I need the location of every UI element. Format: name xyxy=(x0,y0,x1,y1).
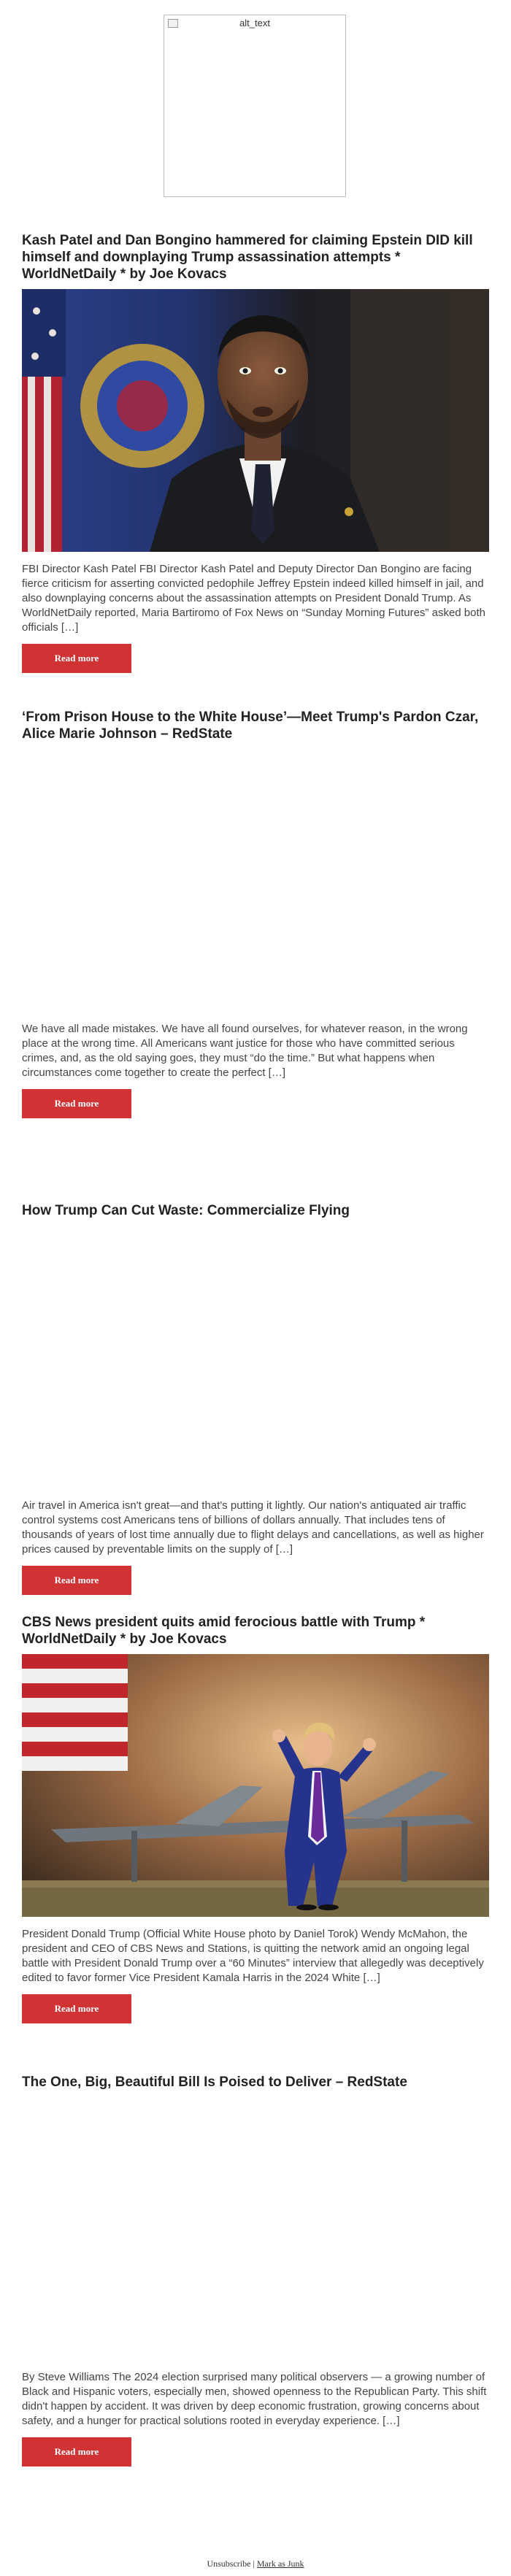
article-card xyxy=(22,232,489,673)
article-excerpt: Air travel in America isn't great—and that's putting it lightly. Our nation's antiquated air traffic control systems cost Americans tens of billions of dollars annually. That includes tens of thousands of years of lost time annually due to flight delays and cancellations, as well as higher prices caused by preventable limits on the supply of […] xyxy=(22,1499,484,1556)
article-excerpt: President Donald Trump (Official White House photo by Daniel Torok) Wendy McMahon, the president and CEO of CBS News and Stations, is quitting the network amid an ongoing legal battle with President Donald Trump over a “60 Minutes” interview that allegedly was deceptively edited to favor former Vice President Kamala Harris in the 2024 White […] xyxy=(22,1928,484,1984)
mark-as-junk-link[interactable]: Mark as Junk xyxy=(256,2558,304,2569)
footer-separator: | xyxy=(253,2558,255,2569)
article-image-placeholder[interactable] xyxy=(22,1226,489,1488)
logo-alt-text: alt_text xyxy=(239,18,270,28)
article-card xyxy=(22,1202,489,1595)
footer xyxy=(0,2558,511,2569)
article-image-placeholder[interactable] xyxy=(22,749,489,1012)
header-logo-image xyxy=(164,15,346,197)
article-excerpt: By Steve Williams The 2024 election surprised many political observers — a growing number of Black and Hispanic voters, especially men, showed openness to the Republican Party. This shift didn't happen by accident. It was driven by deep economic frustration, growing concerns about safety, and a hunger for practical solutions rooted in everyday experience. […] xyxy=(22,2371,487,2427)
article-title[interactable]: ‘From Prison House to the White House’—Meet Trump's Pardon Czar, Alice Marie Johnson – RedState xyxy=(22,710,479,742)
read-more-button[interactable]: Read more xyxy=(22,1089,131,1118)
article-excerpt: We have all made mistakes. We have all found ourselves, for whatever reason, in the wrong place at the wrong time. All Americans want justice for those who have committed serious crimes, and, as the old saying goes, they must “do the time.” But what happens when circumstances come together to create the perfect […] xyxy=(22,1023,468,1079)
read-more-button[interactable]: Read more xyxy=(22,2437,131,2467)
article-image-placeholder[interactable] xyxy=(22,2097,489,2360)
read-more-button[interactable]: Read more xyxy=(22,644,131,673)
article-card xyxy=(22,709,489,1118)
article-title[interactable]: The One, Big, Beautiful Bill Is Poised to Deliver – RedState xyxy=(22,2075,407,2090)
read-more-button[interactable]: Read more xyxy=(22,1566,131,1595)
article-card xyxy=(22,1614,489,2023)
article-title[interactable]: CBS News president quits amid ferocious battle with Trump * WorldNetDaily * by Joe Kovacs xyxy=(22,1615,426,1647)
unsubscribe-link[interactable]: Unsubscribe xyxy=(207,2558,251,2569)
article-image-trump[interactable] xyxy=(22,1654,489,1917)
read-more-button[interactable]: Read more xyxy=(22,1994,131,2023)
article-card xyxy=(22,2074,489,2467)
article-title[interactable]: Kash Patel and Dan Bongino hammered for claiming Epstein DID kill himself and downplaying Trump assassination attempts * WorldNetDaily * by Joe Kovacs xyxy=(22,233,473,282)
article-image-patel[interactable] xyxy=(22,289,489,552)
article-excerpt: FBI Director Kash Patel FBI Director Kash Patel and Deputy Director Dan Bongino are facing fierce criticism for asserting convicted pedophile Jeffrey Epstein indeed killed himself in jail, and also downplaying concerns about the assassination attempts on President Donald Trump. As WorldNetDaily reported, Maria Bartiromo of Fox News on “Sunday Morning Futures” asked both officials […] xyxy=(22,563,485,634)
article-title[interactable]: How Trump Can Cut Waste: Commercialize Flying xyxy=(22,1203,350,1218)
